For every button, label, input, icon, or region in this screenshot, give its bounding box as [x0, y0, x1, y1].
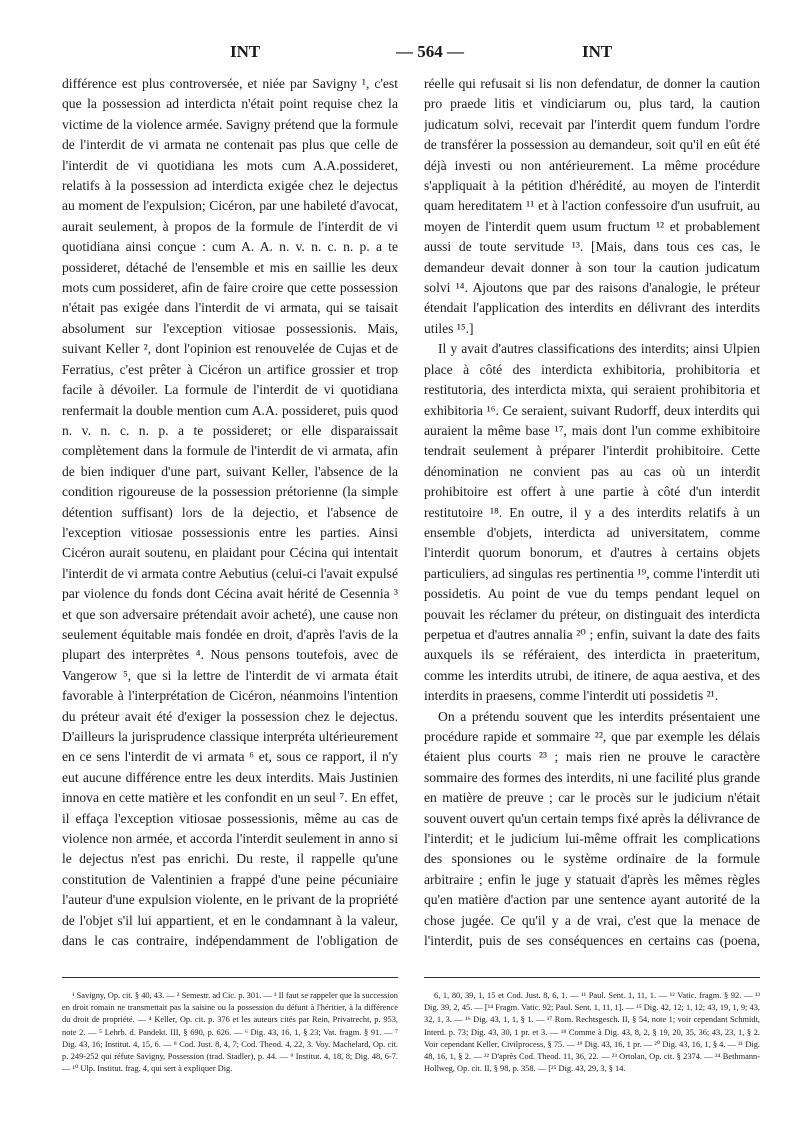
- header-right: INT: [582, 42, 613, 61]
- footnotes-left-text: ¹ Savigny, Op. cit. § 40, 43. — ² Semestr. ad Cic. p. 301. — ³ Il faut se rappeler que la succession en droit romain ne transmettait pas la saisine ou la possession du défunt à l'héritier, à la différence du droit de propriété. — ⁴ Keller, Op. cit. p. 376 et les auteurs cités par Rein, Privatrecht, p. 953, note 2. — ⁵ Lehrb. d. Pandekt. III, § 690, p. 626. — ⁶ Dig. 43, 16, 1, § 23; Vat. fragm. § 91. — ⁷ Dig. 43, 16; Institut. 4, 15, 6. — ⁸ Cod. Just. 8, 4, 7; Cod. Theod. 4, 22, 3. Voy. Machelard, Op. cit. p. 249-252 qui réfute Savigny, Possession (trad. Stadler), p. 44. — ⁹ Institut. 4, 18, 8; Dig. 48, 6-7. — ¹⁰ Ulp. Institut. frag. 4, qui sert à expliquer Dig.: [62, 991, 398, 1074]
- footnote-divider-right: [424, 977, 760, 978]
- running-header: [54, 42, 756, 68]
- footnotes-left: [62, 990, 398, 1115]
- right-paragraph-2: Il y avait d'autres classifications des interdits; ainsi Ulpien place à côté des interdicta exhibitoria, prohibitoria et restitutoria, des interdicta mixta, qui seraient prohibitoria et exhibitoria ¹⁶. Ce seraient, suivant Rudorff, deux interdits qui auraient la même base ¹⁷, mais dont l'un comme exhibitoire tendrait seulement à préparer l'interdit prohibitoire. Cette dénomination ne convient pas au cas où un interdit prohibitoire est offert à une partie à côté d'un interdit restitutoire ¹⁸. En outre, il y a des interdits relatifs à un ensemble d'objets, interdicta ad universitatem, comme l'interdit quorum bonorum, et d'autres à certains objets particuliers, ad singulas res pertinentia ¹⁹, comme l'interdit uti possidetis. Au point de vue du temps pendant lequel on pouvait les réclamer du préteur, on distinguait des interdicta perpetua et d'autres annalia ²⁰ ; enfin, suivant la date des faits auxquels ils se référaient, des interdicta in praeteritum, comme les interdits utrubi, de itinere, de aqua aestiva, et des interdits in praesens, comme l'interdit uti possidetis ²¹.: [424, 341, 760, 704]
- left-column: [62, 74, 398, 954]
- footnotes-right: [424, 990, 760, 1115]
- right-paragraph-1: réelle qui refusait si lis non defendatur, de donner la caution pro praede litis et vindiciarum ou, plus tard, la caution judicatum solvi, recevait par l'interdit quem fundum l'ordre de transférer la possession au demandeur, soit qu'il en eût été déjà investi ou non antérieurement. La même procédure s'appliquait à la pétition d'hérédité, au moyen de l'interdit quam hereditatem ¹¹ et à l'action confessoire d'un usufruit, au moyen de l'interdit quem usum fructum ¹² et probablement aussi de toute servitude ¹³. [Mais, dans tous ces cas, le demandeur devait donner à son tour la caution judicatum solvi ¹⁴. Ajoutons que par des raisons d'analogie, le préteur étendait l'application des interdits en délivrant des interdits utiles ¹⁵.]: [424, 76, 760, 336]
- footnotes-right-text: 6, 1, 80, 39, 1, 15 et Cod. Just. 8, 6, 1. — ¹¹ Paul. Sent. 1, 11, 1. — ¹² Vatic. fragm. § 92. — ¹³ Dig. 39, 2, 45. — [¹⁴ Fragm. Vatic. 92; Paul. Sent. 1, 11, 1]. — ¹⁵ Dig. 42, 12; 1, 12; 43, 19, 1, 9; 43, 32, 1, 3. — ¹⁶ Dig. 43, 1, 1, § 1. — ¹⁷ Rom. Rechtsgesch. II, § 54, note 1; voir cependant Schmidt, Interd. p. 73; Dig. 43, 30, 1 pr. et 3. — ¹⁸ Comme à Dig. 43, 8, 2, § 19, 20, 35, 36; 43, 23, 1, § 2. Voir cependant Keller, Civilprocess, § 75. — ¹⁹ Dig. 43, 16, 1 pr. — ²⁰ Dig. 43, 16, 1, § 4. — ²¹ Dig. 48, 16, 1, § 2. — ²² D'après Cod. Theod. 11, 36, 22. — ²³ Ortolan, Op. cit. § 2374. — ²⁴ Bethmann-Hollweg, Op. cit. II, § 98, p. 358. — [²⁵ Dig. 43, 29, 3, § 14.: [424, 991, 760, 1074]
- header-left: INT: [230, 42, 261, 61]
- right-column: [424, 74, 760, 954]
- right-paragraph-3: On a prétendu souvent que les interdits présentaient une procédure rapide et sommaire ²², que par exemple les délais étaient plus courts ²³ ; mais rien ne prouve le caractère sommaire des formes des interdits, ni une facilité plus grande en matière de preuve ; car le procès sur le judicium n'était souvent ouvert qu'un certain temps fixé après la délivrance de l'interdit; et le judicium lui-même offrait les complications des sponsiones ou le système ordinaire de la formule arbitraire ; enfin le juge y statuait d'après les mêmes règles qu'en matière d'action par une sentence ayant autorité de la chose jugée. Ce qu'il y a de vrai, c'est que la menace de l'interdit, puis de ses conséquences en certains cas (poena,: [424, 708, 760, 949]
- footnote-divider-left: [62, 977, 398, 978]
- page-number: — 564 —: [396, 42, 464, 61]
- left-paragraph-1: différence est plus controversée, et niée par Savigny ¹, c'est que la possession ad interdicta n'était point requise chez la victime de la violence armée. Savigny prétend que la formule de l'interdit de vi armata ne contenait pas plus que celle de l'interdit de vi quotidiana les mots cum A.A.possideret, relatifs à la possession ad interdicta exigée chez le dejectus au moment de l'expulsion; Cicéron, par une habileté d'avocat, aurait seulement, à propos de la formule de l'interdit de vi quotidiana ainsi conçue : cum A. A. n. v. n. c. n. p. a te possideret, détaché de l'ensemble et mis en saillie les deux mots cum possideret, afin de faire croire que cette possession n'était pas exigée dans l'interdit de vi armata, qui se taisait absolument sur l'exception vitiosae possessionis. Mais, suivant Keller ², dont l'opinion est renouvelée de Cujas et de Ferratius, c'est prêter à Cicéron un artifice grossier et trop facile à dévoiler. La formule de l'interdit de vi quotidiana renfermait la double mention cum A.A. possideret, puis quod n. v. n. c. n. p. a te possideret; or elle disparaissait complètement dans la formule de l'interdit de vi armata, afin de bien indiquer d'une part, suivant Keller, l'absence de la condition rigoureuse de la possession prétorienne (la simple détention suffisant) lors de la dejectio, et l'absence de l'exception vitiosae possessionis entre les parties. Ainsi Cicéron aurait soutenu, en plaidant pour Cécina qui intentait l'interdit de vi armata contre Aebutius (celui-ci l'avait expulsé par violence du fonds dont Cécina avait hérité de Cesennia ³ et que son adversaire prétendait avoir acheté), une cause non seulement équitable mais fondée en droit, d'après l'avis de la plupart des interprètes ⁴. Nous pensons toutefois, avec de Vangerow ⁵, que si la lettre de l'interdit de vi armata était favorable à l'interprétation de Cicéron, néanmoins l'intention du préteur avait été d'exiger la possession chez le dejectus. D'ailleurs la jurisprudence classique interpréta ultérieurement en ce sens l'interdit de vi armata ⁶ et, sous ce rapport, il n'y eut aucune différence entre les deux interdits. Mais Justinien innova en cette matière et les confondit en un seul ⁷. En effet, il effaça l'exception vitiosae possessionis, même au cas de violence non armée, et accorda l'interdit seulement in anno si le dejectus n'est pas enrichi. Du reste, il rappelle qu'une constitution de Valentinien a frappé d'une peine pécuniaire l'auteur d'une expulsion violente, en le privant de la propriété de l'objet s'il lui appartient, et en le condamnant à la valeur, dans le cas contraire, indépendamment de l'obligation de: [62, 76, 398, 949]
